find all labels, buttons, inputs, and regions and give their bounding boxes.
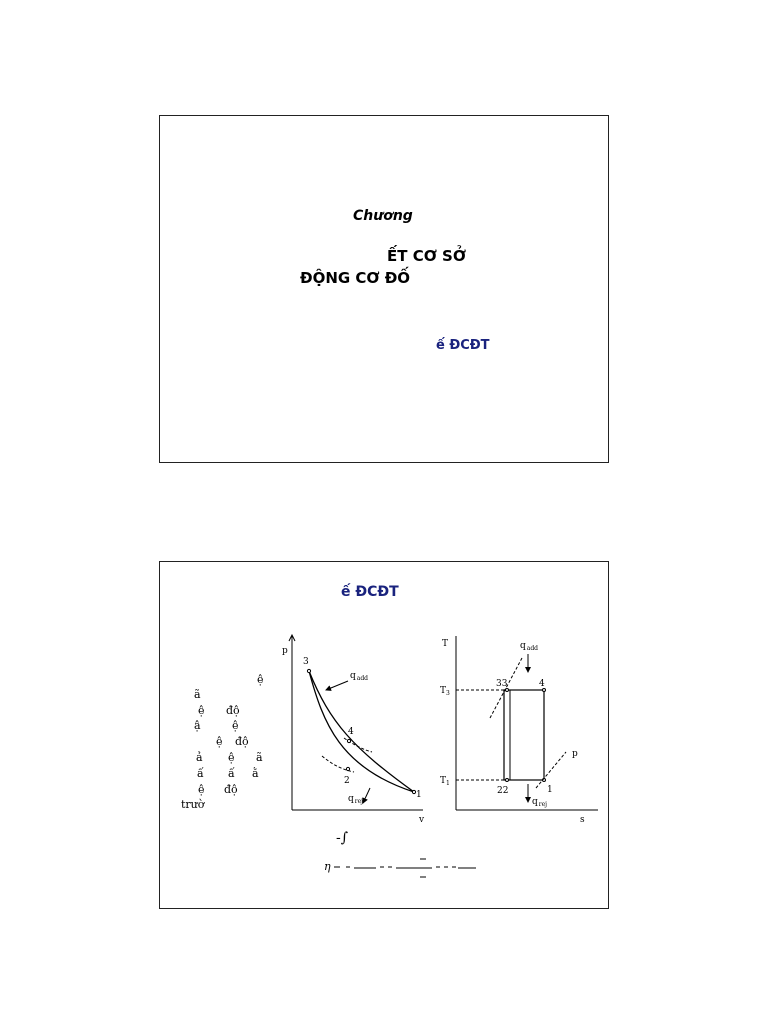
isobar-lower [536,752,566,788]
ts-label-33: 33 [496,679,508,689]
ts-p-label: p [572,749,578,759]
pv-label-1: 1 [416,790,422,800]
pv-label-3: 3 [303,657,309,667]
ts-label-1: 1 [547,785,553,795]
t3-label: $T_3$ [440,686,450,697]
ts-point-22 [506,779,509,782]
pv-label-4: 4 [348,727,354,737]
text-fragment: ệ [198,704,205,717]
slide-1 [159,115,609,463]
slide-2 [159,561,609,909]
text-fragment: ệ [232,719,239,732]
pv-qadd-label: $q_{add}$ [350,671,369,682]
text-fragment: ả [196,751,203,764]
text-fragment: ệ [257,673,264,686]
ts-cycle-inner [504,690,510,780]
chapter-label: Chương [353,208,413,224]
text-fragment: độ [226,704,240,717]
chapter-title-line-2: ĐỘNG CƠ ĐỐ [300,269,411,287]
ts-diagram [430,628,600,828]
efficiency-formula [320,850,480,880]
v-axis-label: v [419,815,425,825]
ts-label-4: 4 [539,679,545,689]
pv-qrej-label: $q_{rej}$ [348,794,364,805]
pv-label-2: 2 [344,776,350,786]
pv-point-2 [346,767,349,770]
qadd-arrow-icon [326,681,348,690]
t-axis-label: T [442,639,449,649]
text-fragment: trườ [181,798,205,811]
chapter-title-line-1: ẾT CƠ SỞ [387,247,466,265]
text-fragment: độ [235,735,249,748]
compression-curve [309,671,414,792]
p-axis-label: p [282,646,288,656]
ts-qadd-label: $q_{add}$ [520,641,539,652]
text-fragment: ằ [252,767,259,780]
qrej-arrow-icon [363,788,370,803]
eta-symbol: η [324,860,331,873]
ts-qrej-label: $q_{rej}$ [532,797,548,808]
pv-diagram [278,628,428,828]
text-fragment: ấ [228,767,235,780]
slide-title: ế ĐCĐT [341,584,399,600]
text-fragment: ậ [194,719,201,732]
s-axis-label: s [580,815,585,825]
text-fragment: ệ [228,751,235,764]
formula-integral: -∫ [336,830,349,846]
t1-label: $T_1$ [440,776,450,787]
pv-point-4 [347,739,350,742]
ts-label-22: 22 [497,786,509,796]
text-fragment: ã [194,688,201,701]
text-fragment: ã [256,751,263,764]
pv-point-3 [307,669,310,672]
text-fragment: độ [224,783,238,796]
section-subtitle: ế ĐCĐT [436,338,490,353]
text-fragment: ệ [216,735,223,748]
expansion-curve [309,671,414,792]
text-fragment: ệ [198,783,205,796]
text-fragment: ấ [197,767,204,780]
